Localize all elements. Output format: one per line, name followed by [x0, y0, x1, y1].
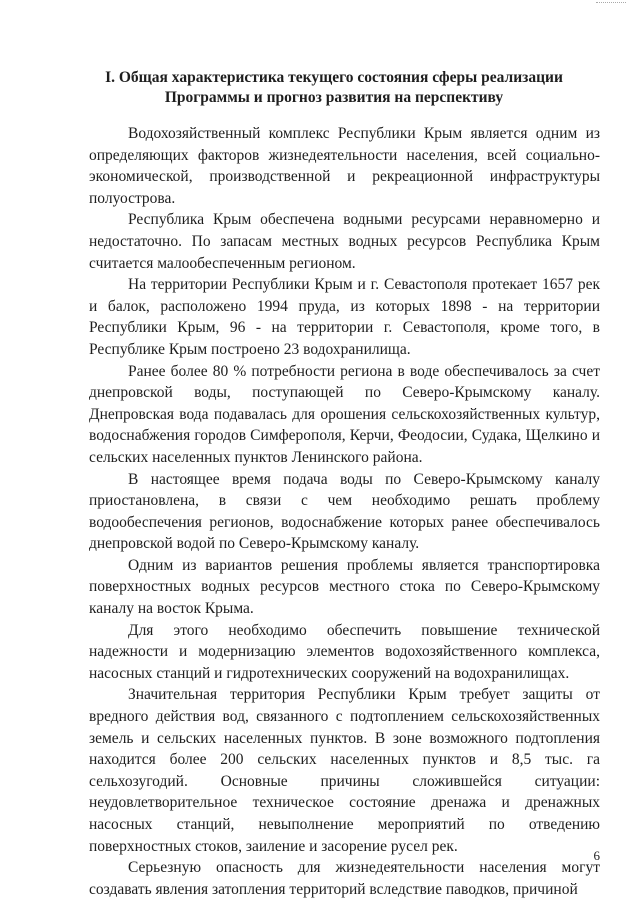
paragraph-3: На территории Республики Крым и г. Севастополя протекает 1657 рек и балок, расположено 1994 пруда, из которых 1898 - на территории Республики Крым, 96 - на территории г. Севастополя, кроме того, в Республике Крым построено 23 водохранилища.	[89, 276, 600, 358]
paragraph-9: Серьезную опасность для жизнедеятельности населения могут создавать явления затопления территорий вследствие паводков, причиной	[89, 859, 600, 898]
scan-artifact-line	[596, 2, 626, 3]
paragraph-8: Значительная территория Республики Крым требует защиты от вредного действия вод, связанного с подтоплением сельскохозяйственных земель и сельских населенных пунктов. В зоне возможного подтопления находится более 200 сельских населенных пунктов и 8,5 тыс. га сельхозугодий. Основные причины сложившейся ситуации: неудовлетворительное техническое состояние дренажа и дренажных насосных станций, невыполнение мероприятий по отведению поверхностных стоков, заиление и засорение русел рек.	[89, 686, 600, 855]
paragraph-1: Водохозяйственный комплекс Республики Крым является одним из определяющих факторов жизнедеятельности населения, всей социально-экономической, производственной и рекреационной инфраструктуры полуострова.	[89, 125, 600, 207]
body-text	[89, 123, 600, 900]
paragraph-6: Одним из вариантов решения проблемы является транспортировка поверхностных водных ресурсов местного стока по Северо-Крымскому каналу на восток Крыма.	[89, 556, 600, 618]
paragraph-5: В настоящее время подача воды по Северо-Крымскому каналу приостановлена, в связи с чем необходимо решать проблему водообеспечения регионов, водоснабжение которых ранее обеспечивалось днепровской водой по Северо-Крымскому каналу.	[89, 470, 600, 553]
paragraph-7: Для этого необходимо обеспечить повышение технической надежности и модернизацию элементов водохозяйственного комплекса, насосных станций и гидротехнических сооружений на водохранилищах.	[89, 621, 600, 682]
paragraph-4: Ранее более 80 % потребности региона в воде обеспечивалось за счет днепровской воды, поступающей по Северо-Крымскому каналу. Днепровская вода подавалась для орошения сельскохозяйственных культур, водоснабжения городов Симферополя, Керчи, Феодосии, Судака, Щелкино и сельских населенных пунктов Ленинского района.	[89, 362, 600, 466]
paragraph-2: Республика Крым обеспечена водными ресурсами неравномерно и недостаточно. По запасам местных водных ресурсов Республика Крым считается малообеспеченным регионом.	[89, 211, 600, 272]
page-number: 6	[593, 848, 600, 863]
section-title: I. Общая характеристика текущего состояния сферы реализации Программы и прогноз развития на перспективу	[105, 69, 563, 106]
